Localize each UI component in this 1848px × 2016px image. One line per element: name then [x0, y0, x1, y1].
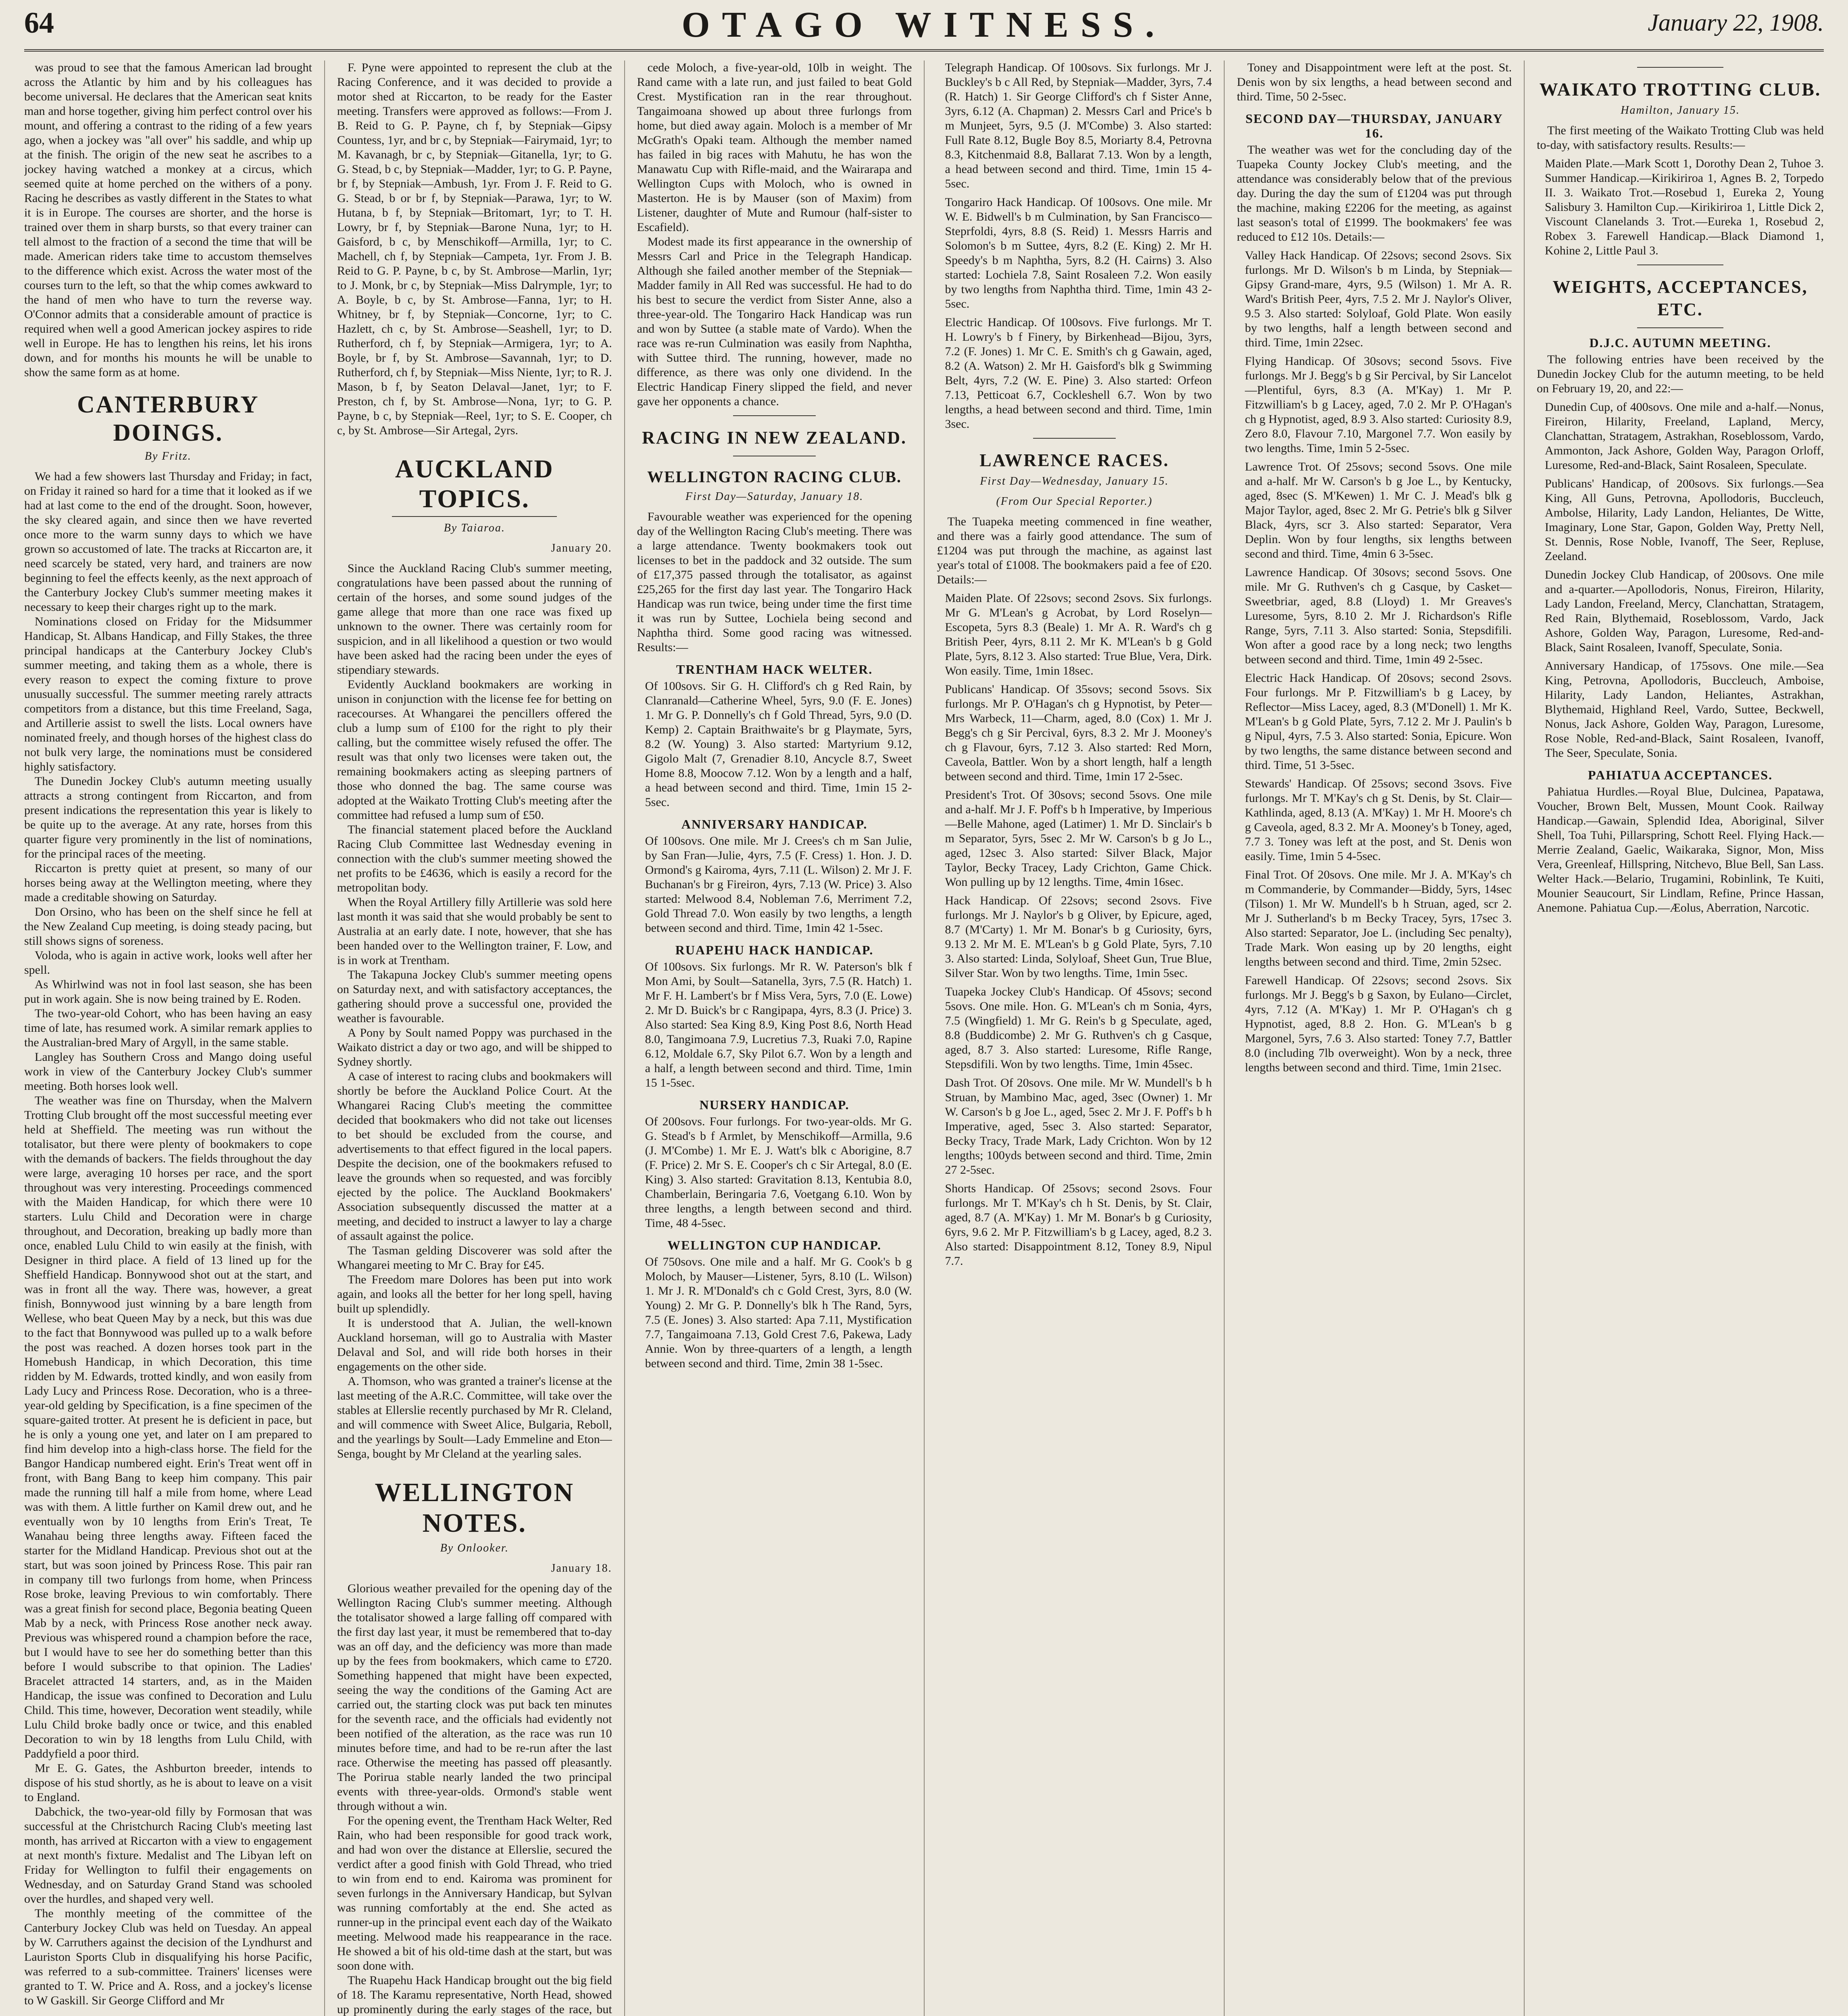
paragraph: As Whirlwind was not in fool last season, she has been put in work again. She is now being trained by E. Roden.: [24, 978, 312, 1006]
race-result: Dunedin Jockey Club Handicap, of 200sovs. One mile and a-quarter.—Apollodoris, Nonus, Fireiron, Hilarity, Lady Landon, Freeland, Mercy, Clanchattan, Stratagem, Red Rain, Blythemaid, Roseblossom, Vardo, Jack Ashore, Golden Way, Paragon, Luresome, Red-and-Black, Saint Rosaleen, Ivanoff, Speculate, Sonia.: [1545, 568, 1824, 654]
column-5: [1224, 60, 1524, 2016]
paragraph: The two-year-old Cohort, who has been having an easy time of late, has resumed work. A similar remark applies to the Australian-bred Mary of Argyll, in the same stable.: [24, 1007, 312, 1049]
issue-date: January 22, 1908.: [1648, 9, 1824, 36]
race-result: President's Trot. Of 30sovs; second 5sovs. One mile and a-half. Mr J. F. Poff's b h Imperative, by Imperious—Belle Mahone, aged (Latimer) 1. Mr D. Sinclair's b m Separator, 5yrs, 5sec 2. Mr W. Carson's b g Jo L., aged, 12sec 3. Also started: Silver Black, Major Taylor, Becky Tracey, Lady Crichton, Game Chick. Won pulling up by 12 lengths. Time, 4min 16sec.: [945, 788, 1212, 889]
auckland-body: [337, 561, 612, 1461]
race-result: Anniversary Handicap, of 175sovs. One mile.—Sea King, Petrovna, Apollodoris, Buccleuch, Amboise, Hilarity, Lady Landon, Heliantes, Astrakhan, Blythemaid, Highland Reel, Vardo, Suttee, Beckwell, Nonus, Jack Ashore, Golden Way, Paragon, Luresome, Rose Noble, Red-and-Black, Saint Rosaleen, Ivanoff, The Seer, Speculate, Sonia.: [1545, 659, 1824, 760]
race-result: Stewards' Handicap. Of 25sovs; second 3sovs. Five furlongs. Mr T. M'Kay's ch g St. Denis, by St. Clair—Kathlinda, aged, 8.13 (A. M'Kay) 1. Mr H. Moore's ch g Caveola, aged, 8.3 2. Mr A. Mooney's b Toney, aged, 7.7 3. Toney was left at the post, and St. Denis won easily. Time, 1min 5 4-5sec.: [1245, 777, 1512, 863]
race-result: Lawrence Trot. Of 25sovs; second 5sovs. One mile and a-half. Mr W. Carson's b g Joe L., by Kentucky, aged, 8sec (S. M'Kewen) 1. Mr C. J. Mead's blk g Major Taylor, aged, 8sec 2. Mr G. Petrie's blk g Silver Black, 4yrs, scr 3. Also started: Separator, Vera Deplin. Won by four lengths, six lengths between second and third. Time, 4min 6 3-5sec.: [1245, 460, 1512, 560]
paragraph: Toney and Disappointment were left at the post. St. Denis won by six lengths, a head between second and third. Time, 50 2-5sec.: [1237, 61, 1512, 103]
paragraph: cede Moloch, a five-year-old, 10lb in weight. The Rand came with a late run, and just failed to beat Gold Crest. Mystification ran in the rear throughout. Tangaimoana showed up about three furlongs from home, but died away again. Moloch is a member of Mr McGrath's Opaki team. Although the member named has failed in big races with Mahutu, he has won the Manawatu Cup with Rifle-maid, and the Wairarapa and Wellington Cups with Moloch, who is owned in Masterton. He is by Mauser (son of Maxim) from Listener, daughter of Mute and Rumour (half-sister to Escafield).: [637, 61, 912, 234]
djc-headline: D.J.C. AUTUMN MEETING.: [1589, 335, 1771, 350]
race-title: NURSERY HANDICAP.: [699, 1098, 850, 1112]
masthead: OTAGO WITNESS.: [681, 5, 1167, 45]
header-rule: [24, 49, 1824, 52]
second-day-results: [1237, 248, 1512, 1075]
djc-entries: [1537, 400, 1824, 760]
wrc-date: First Day—Saturday, January 18.: [685, 490, 864, 503]
race-result: Valley Hack Handicap. Of 22sovs; second 2sovs. Six furlongs. Mr D. Wilson's b m Linda, by Stepniak—Gipsy Grand-mare, 4yrs, 9.5 (Wilson) 1. Mr A. R. Ward's British Peer, 4yrs, 7.5 2. Mr J. Naylor's Oliver, 9.5 3. Also started: Solyloaf, Gold Plate. Won easily by two lengths, half a length between second and third. Time, 1min 22sec.: [1245, 249, 1512, 349]
waikato-headline: WAIKATO TROTTING CLUB.: [1539, 79, 1821, 100]
section-divider: [1637, 327, 1723, 328]
pahiatua-headline: PAHIATUA ACCEPTANCES.: [1588, 768, 1773, 782]
race-result: Lawrence Handicap. Of 30sovs; second 5sovs. One mile. Mr G. Ruthven's ch g Casque, by Casket—Sweetbriar, aged, 8.8 (Lloyd) 1. Mr Greaves's Luresome, 5yrs, 8.10 2. Mr J. Richardson's Rifle Range, 5yrs, 7.11 3. Also started: Sonia, Stepsdifili. Won after a good race by a long neck; two lengths between second and third. Time, 1min 49 2-5sec.: [1245, 566, 1512, 666]
lawrence-continued: [1237, 60, 1512, 104]
paragraph: We had a few showers last Thursday and Friday; in fact, on Friday it rained so hard for a time that it looked as if we had at last come to the end of the drought. Soon, however, the sky cleared again, and since then we have reverted once more to the warm sunny days to which we have grown so accustomed of late. The tracks at Riccarton are, it need scarcely be stated, very hard, and trainers are now beginning to feel the effects keenly, as the next approach of the Canterbury Jockey Club's summer meeting makes it necessary to keep their charges right up to the mark.: [24, 470, 312, 614]
transfers-body: [337, 60, 612, 438]
columns: [24, 60, 1824, 2016]
wellington-body: [337, 1581, 612, 2016]
race-result: Shorts Handicap. Of 25sovs; second 2sovs. Four furlongs. Mr T. M'Kay's ch h St. Denis, by St. Clair, aged, 8.7 (A. M'Kay) 1. Mr M. Bonar's b g Curiosity, 6yrs, 9.6 2. Mr P. Fitzwilliam's b g Lacey, aged, 8.2 3. Also started: Disappointment 8.12, Toney 8.9, Nipul 7.7.: [945, 1182, 1212, 1268]
wrc-race-results: [637, 662, 912, 1371]
lawrence-headline: LAWRENCE RACES.: [979, 450, 1169, 470]
waikato-date: Hamilton, January 15.: [1621, 104, 1740, 117]
paragraph: Modest made its first appearance in the ownership of Messrs Carl and Price in the Telegraph Handicap. Although she failed another member of the Stepniak—Madder family in All Red was successful. He had to do his best to secure the verdict from Sister Anne, also a three-year-old. The Tongariro Hack Handicap was run and won by Suttee (a stable mate of Vardo). When the race was re-run Culmination was easily from Naphtha, with Suttee third. The running, however, made no difference, as there was only one dividend. In the Electric Handicap Finery slipped the field, and never gave her opponents a chance.: [637, 235, 912, 408]
paragraph: It is understood that A. Julian, the well-known Auckland horseman, will go to Australia with Master Delaval and Sol, and will ride both horses in their engagements on the other side.: [337, 1316, 612, 1373]
canterbury-body: [24, 469, 312, 2008]
paragraph: The financial statement placed before the Auckland Racing Club Committee last Wednesday evening in connection with the club's summer meeting showed the net profits to be £4636, which is easily a record for the metropolitan body.: [337, 823, 612, 894]
page-number: 64: [24, 6, 54, 40]
paragraph: Evidently Auckland bookmakers are working in unison in conjunction with the license fee for betting on racecourses. At Whangarei the pencillers offered the club a lump sum of £100 for the right to ply their calling, but the committee wisely refused the offer. The result was that only two licenses were taken out, the remaining bookmakers acting as sleeping partners of those who donned the bag. The same course was adopted at the Waikato Trotting Club's meeting after the committee had refused a lump sum of £50.: [337, 678, 612, 822]
race-result: Dunedin Cup, of 400sovs. One mile and a-half.—Nonus, Fireiron, Hilarity, Freeland, Lapland, Mercy, Clanchattan, Stratagem, Astrakhan, Roseblossom, Vardo, Ammonton, Jack Ashore, Golden Way, Paragon Orloff, Luresome, Red-and-Black, Saint Rosaleen, Speculate.: [1545, 400, 1824, 472]
paragraph: For the opening event, the Trentham Hack Welter, Red Rain, who had been responsible for good track work, and had won over the distance at Ellerslie, secured the verdict after a good finish with Gold Thread, who tried to win from end to end. Kairoma was prominent for seven furlongs in the Anniversary Handicap, but Sylvan was running comfortably at the end. She acted as runner-up in the principal event each day of the Waikato meeting. Melwood made his reappearance in the race. He showed a bit of his old-time dash at the start, but was soon done with.: [337, 1814, 612, 1972]
paragraph: Glorious weather prevailed for the opening day of the Wellington Racing Club's summer meeting. Although the totalisator showed a large falling off compared with the first day last year, it must be remembered that to-day was an off day, and the deficiency was more than made up by the fees from bookmakers, which came to £720. Something happened that might have been expected, seeing the way the conditions of the Gaming Act are carried out, the starting clock was put back ten minutes for the seventh race, and the officials had evidently not been notified of the alteration, as the race was run 10 minutes before time, and had to be re-run after the last race. Otherwise the meeting has passed off pleasantly. The Porirua stable nearly landed the two principal events with three-year-olds. Ormond's stable went through without a win.: [337, 1582, 612, 1813]
race-result: Tuapeka Jockey Club's Handicap. Of 45sovs; second 5sovs. One mile. Hon. G. M'Lean's ch m Sonia, 4yrs, 7.5 (Wingfield) 1. Mr G. Rein's b g Speculate, aged, 8.8 (Buddicombe) 2. Mr G. Ruthven's ch g Casque, aged, 8.7 3. Also started: Luresome, Rifle Range, Stepsdifili. Won by two lengths. Time, 1min 45sec.: [945, 985, 1212, 1071]
race-result: Final Trot. Of 20sovs. One mile. Mr J. A. M'Kay's ch m Commanderie, by Commander—Biddy, 5yrs, 14sec (Tilson) 1. Mr W. Mundell's b h Struan, aged, scr 2. Mr J. Sutherland's b m Becky Tracey, 5yrs, 17sec 3. Also started: Separator, Joe L. (including Sec penalty), Trade Mark. Won easing up by 20 lengths, eight lengths between second and third. Time, 2min 52sec.: [1245, 868, 1512, 968]
paragraph: Mr E. G. Gates, the Ashburton breeder, intends to dispose of his stud shortly, as he is about to leave on a visit to England.: [24, 1762, 312, 1804]
second-day-heading: SECOND DAY—THURSDAY, JANUARY 16.: [1245, 111, 1503, 140]
wrc-body: [637, 510, 912, 655]
auckland-headline: AUCKLAND TOPICS.: [395, 454, 554, 513]
auckland-byline: By Taiaroa.: [444, 522, 505, 534]
pahiatua-acceptances: Pahiatua Hurdles.—Royal Blue, Dulcinea, Papatawa, Voucher, Brown Belt, Mussen, Mount Cook. Railway Handicap.—Gawain, Splendid Idea, Aboriginal, Silver Shell, Toa Tuhi, Pillarspring, Schott Reel. Flying Hack.—Merrie Zealand, Gaelic, Waikaraka, Signor, Mon, Miss Vera, Greenleaf, Hillspring, Nitchevo, Blue Bell, San Lass. Welter Hack.—Belario, Trugamini, Robinlink, Te Kuiti, Mounier Seaucourt, Sir Lindlam, Refine, Prince Hassan, Anemone. Pahiatua Cup.—Æolus, Aberration, Narcotic.: [1537, 785, 1824, 914]
race-title: RUAPEHU HACK HANDICAP.: [675, 943, 874, 957]
electric-result: Electric Handicap. Of 100sovs. Five furlongs. Mr T. H. Lowry's b f Finery, by Birkenhead—Bijou, 3yrs, 7.2 (F. Jones) 1. Mr C. E. Smith's ch g Gawain, aged, 8.2 (A. Watson) 2. Mr H. Gaisford's blk g Swimming Belt, 4yrs, 7.2 (W. E. Pine) 3. Also started: Orfeon 7.13, Petticoat 6.7, Cockleshell 6.7. Won by two lengths, a head between second and third. Time, 1min 3sec.: [945, 316, 1212, 431]
wellington-byline: By Onlooker.: [440, 1542, 509, 1554]
column-1: [24, 60, 324, 2016]
canterbury-headline: CANTERBURY DOINGS.: [77, 391, 259, 446]
race-result: Of 750sovs. One mile and a half. Mr G. Cook's b g Moloch, by Mauser—Listener, 5yrs, 8.10 (L. Wilson) 1. Mr J. R. M'Donald's ch c Gold Crest, 3yrs, 8.0 (W. Young) 2. Mr G. P. Donnelly's blk h The Rand, 5yrs, 7.5 (E. Jones) 3. Also started: Apa 7.11, Mystification 7.7, Tangaimoana 7.13, Gold Crest 7.6, Pakewa, Lady Annie. Won by three-quarters of a length, a length between second and third. Time, 2min 38 1-5sec.: [645, 1255, 912, 1370]
waikato-results: Maiden Plate.—Mark Scott 1, Dorothy Dean 2, Tuhoe 3. Summer Handicap.—Kirikiriroa 1, Agnes B. 2, Torpedo II. 3. Waikato Trot.—Rosebud 1, Eureka 2, Young Salisbury 3. Hamilton Cup.—Kirikiriroa 1, Little Dick 2, Viscount Clanelands 3. Trot.—Eureka 1, Rosebud 2, Robex 3. Farewell Handicap.—Black Diamond 1, Kohine 2, Little Paul 3.: [1545, 157, 1824, 257]
section-divider: [733, 415, 816, 416]
canterbury-byline: By Fritz.: [144, 450, 192, 462]
paragraph: Dabchick, the two-year-old filly by Formosan that was successful at the Christchurch Racing Club's meeting last month, has arrived at Riccarton with a view to engagement at next month's fixture. Medalist and The Libyan left on Friday for Wellington to fulfil their engagements on Wednesday, and on Saturday Grand Stand was schooled over the hurdles, and shaped very well.: [24, 1805, 312, 1906]
lawrence-results: [937, 591, 1212, 1268]
paragraph: Nominations closed on Friday for the Midsummer Handicap, St. Albans Handicap, and Filly Stakes, the three principal handicaps at the Canterbury Jockey Club's summer meeting, and taking them as a whole, there is every reason to expect the coming fixture to prove unusually successful. The summer meeting rarely attracts competitors from a distance, but this time Freeland, Saga, and Artillerie assist to swell the lists. Local owners have nominated freely, and though horses of the highest class do not bulk very large, the nominations must be considered highly satisfactory.: [24, 615, 312, 773]
intro-paragraph: was proud to see that the famous American lad brought across the Atlantic by him and by his colleagues has become universal. He declares that the American seat knits man and horse together, giving him perfect control over his mount, and offering a contrast to the riding of a few years ago, when a jockey was "all over" his saddle, and whip up at the finish. The origin of the new seat he ascribes to a jockey having watched a monkey at a circus, which seemed quite at home perched on the withers of a pony. Racing he describes as vastly different in the States to what it is in Europe. The courses are shorter, and the horse is trained over them in sharp bursts, so that every trainer can tell almost to the fraction of a second the time that will be made. American riders take time to accustom themselves to the difference which exist. Across the water most of the courses turn to the left, so that the whip comes awkward to the hand of men who have to turn the reverse way. O'Connor admits that a considerable amount of practice is required when well a good American jockey aspires to ride well in Europe. He has to lengthen his reins, let his irons down, and for months his mounts he will be unable to show the same form as at home.: [24, 61, 312, 379]
race-result: Of 200sovs. Four furlongs. For two-year-olds. Mr G. G. Stead's b f Armlet, by Menschikoff—Armilla, 9.6 (J. M'Combe) 1. Mr E. J. Watt's blk c Aborigine, 8.7 (F. Price) 2. Mr S. E. Cooper's ch c Sir Artegal, 8.0 (E. King) 3. Also started: Gravitation 8.13, Kentubia 8.0, Chamberlain, Beringaria 7.6, Voetgang 6.10. Won by three lengths, a length between second and third. Time, 48 4-5sec.: [645, 1115, 912, 1230]
paragraph: The Dunedin Jockey Club's autumn meeting usually attracts a strong contingent from Riccarton, and from present indications the representation this year is likely to be quite up to the average. At any rate, horses from this quarter figure very prominently in the list of nominations, for the principal races of the meeting.: [24, 775, 312, 860]
paragraph: Don Orsino, who has been on the shelf since he fell at the New Zealand Cup meeting, is doing steady pacing, but still shows signs of soreness.: [24, 905, 312, 948]
race-result: Electric Hack Handicap. Of 20sovs; second 2sovs. Four furlongs. Mr P. Fitzwilliam's b g Lacey, by Reflector—Miss Lacey, aged, 8.3 (M'Donell) 1. Mr K. M'Lean's b g Gold Plate, 5yrs, 7.12 2. Mr J. Paulin's b g Nipul, 4yrs, 7.5 3. Also started: Sonia, Epicure. Won by two lengths, the same distance between second and third. Time, 51 3-5sec.: [1245, 671, 1512, 772]
cup-report-body: [637, 60, 912, 409]
column-2: [324, 60, 624, 2016]
race-title: ANNIVERSARY HANDICAP.: [681, 817, 868, 831]
paragraph: The weather was fine on Thursday, when the Malvern Trotting Club brought off the most successful meeting ever held at Sheffield. The meeting was run without the totalisator, but there were plenty of bookmakers to cope with the demands of backers. The fields throughout the day were large, averaging 10 horses per race, and the sport throughout was very interesting. Proceedings commenced with the Maiden Handicap, for which there were 10 starters. Lulu Child and Decoration were in charge throughout, and Decoration, breaking up badly more than once, enabled Lulu Child to win easily at the finish, with Designer in third place. A field of 13 lined up for the Sheffield Handicap. Bonnywood shot out at the start, and was in front all the way. There was, however, a great finish, Bonnywood just winning by a bare length from Wellese, who beat Queen May by a neck, but this was due to the fact that Bonnywood was pulled up to a walk before the post was reached. A dozen horses took part in the Homebush Handicap, in which Decoration, this time ridden by M. Edwards, trotted kindly, and won easily from Lady Lucy and Princess Rose. Decoration, who is a three-year-old gelding by Specification, is a fine specimen of the square-gaited trotter. At present he is deficient in pace, but he is only a young one yet, and later on I am prepared to find him develop into a high-class horse. The field for the Bangor Handicap numbered eight. Erin's Treat went off in front, with Bang Bang to keep him company. This pair made the running till half a mile from home, where Lead was with them. A little further on Kamil drew out, and he eventually won by 10 lengths from Erin's Treat, Te Wanahau being three lengths away. Fifteen faced the starter for the Midland Handicap. Previous shot out at the start, but was soon joined by Princess Rose. This pair ran in company till two furlongs from home, when Princess Rose broke, leaving Previous to win comfortably. There was a great finish for second place, Begonia beating Queen Mab by a neck, with Princess Rose another neck away. Previous was whispered round a champion before the race, but I would have to see her do something better than this before I would subscribe to that opinion. The Ladies' Bracelet attracted 14 starters, and, as in the Maiden Handicap, the issue was confined to Decoration and Lulu Child. This time, however, Decoration went steadily, while Lulu Child broke badly once or twice, and this enabled Decoration to win by 18 lengths from Lulu Child, with Paddyfield a poor third.: [24, 1094, 312, 1760]
auckland-rule: [392, 516, 557, 517]
djc-intro: The following entries have been received by the Dunedin Jockey Club for the autumn meeting, to be held on February 19, 20, and 22:—: [1537, 353, 1824, 395]
paragraph: F. Pyne were appointed to represent the club at the Racing Conference, and it was decided to provide a motor shed at Riccarton, to be ready for the Easter meeting. Transfers were approved as follows:—From J. B. Reid to G. P. Payne, ch f, by Stepniak—Gipsy Countess, 1yr, and br c, by Stepniak—Fairymaid, 1yr; to M. Kavanagh, br c, by Stepniak—Gitanella, 1yr; to G. G. Stead, b c, by Stepniak—Madder, 1yr; to G. P. Payne, br f, by Stepniak—Ambush, 1yr. From J. F. Reid to G. G. Stead, b or br f, by Stepniak—Parawa, 1yr; to W. Hutana, b f, by Stepniak—Britomart, 1yr; to T. H. Lowry, br f, by Stepniak—Barone Nuna, 1yr; to H. Gaisford, b c, by Menschikoff—Armilla, 1yr; to C. Machell, ch f, by Stepniak—Campeta, 1yr. From J. B. Reid to G. P. Payne, b c, by St. Ambrose—Marlin, 1yr; to J. Monk, br c, by Stepniak—Miss Dalrymple, 1yr; to A. Boyle, b c, by St. Ambrose—Fanna, 1yr; to H. Whitney, br f, by Stepniak—Concorne, 1yr; to C. Hazlett, ch c, by St. Ambrose—Seashell, 1yr; to D. Rutherford, ch f, by Stepniak—Armigera, 1yr; to A. Boyle, br f, by St. Ambrose—Savannah, 1yr; to D. Rutherford, ch f, by Stepniak—Miss Niente, 1yr; to R. J. Mason, b f, by Seaton Delaval—Janet, 1yr; to F. Preston, ch f, by St. Ambrose—Nona, 1yr; to G. P. Payne, b c, by Stepniak—Reel, 1yr; to S. E. Cooper, ch c, by St. Ambrose—Sir Artegal, 2yrs.: [337, 61, 612, 437]
second-day-intro: The weather was wet for the concluding day of the Tuapeka County Jockey Club's meeting, and the attendance was considerably below that of the previous day. During the day the sum of £1204 was put through the machine, making £2206 for the meeting, as against last season's total of £1999. The bookmakers' fee was reduced to £12 10s. Details:—: [1237, 143, 1512, 244]
paragraph: Langley has Southern Cross and Mango doing useful work in view of the Canterbury Jockey Club's summer meeting. Both horses look well.: [24, 1050, 312, 1093]
race-result: Maiden Plate. Of 22sovs; second 2sovs. Six furlongs. Mr G. M'Lean's g Acrobat, by Lord Roselyn—Escopeta, 5yrs 8.3 (Beale) 1. Mr A. R. Ward's ch g British Peer, 4yrs, 8.11 2. Mr K. M'Lean's b g Gold Plate, 5yrs, 8.12 3. Also started: True Blue, Vera, Dirk. Won easily. Time, 1min 18sec.: [945, 591, 1212, 677]
paragraph: A Pony by Soult named Poppy was purchased in the Waikato district a day or two ago, and will be shipped to Sydney shortly.: [337, 1026, 612, 1068]
column-6: [1524, 60, 1824, 2016]
race-result: Flying Handicap. Of 30sovs; second 5sovs. Five furlongs. Mr J. Begg's b g Sir Percival, by Sir Lancelot—Plentiful, 6yrs, 8.3 (A. M'Kay) 1. Mr P. Fitzwilliam's b g Lacey, aged, 7.0 2. Mr P. O'Hagan's ch g Hypnotist, aged, 8.9 3. Also started: Curiosity 8.9, Zero 8.0, Flavour 7.10, Margonel 7.7. Won easily by two lengths. Time, 1min 5 2-5sec.: [1245, 354, 1512, 455]
page-header: [24, 4, 1824, 48]
race-result: Publicans' Handicap. Of 35sovs; second 5sovs. Six furlongs. Mr P. O'Hagan's ch g Hypnotist, by Peter—Mrs Warbeck, 11—Charm, aged, 8.0 (Cox) 1. Mr J. Begg's ch g Sir Percival, 6yrs, 8.3 2. Mr J. Mooney's ch g Flavour, 6yrs, 7.12 3. Also started: Red Morn, Caveola, Battler. Won by a short length, half a length between second and third. Time, 1min 17 2-5sec.: [945, 683, 1212, 783]
paragraph: The Ruapehu Hack Handicap brought out the big field of 18. The Karamu representative, North Head, showed up prominently during the early stages of the race, but: [337, 1974, 612, 2016]
lawrence-intro: The Tuapeka meeting commenced in fine weather, and there was a fairly good attendance. The sum of £1204 was put through the machine, as against last year's total of £1008. The bookmakers paid a fee of £20. Details:—: [937, 515, 1212, 586]
paragraph: A case of interest to racing clubs and bookmakers will shortly be before the Auckland Police Court. At the Whangarei Racing Club's meeting the committee decided that bookmakers who did not take out licenses to bet should be excluded from the course, and advertisements to that effect figured in the local papers. Despite the decision, one of the bookmakers refused to leave the grounds when so requested, and was forcibly ejected by the police. The Auckland Bookmakers' Association subsequently discussed the matter at a meeting, and decided to instruct a lawyer to lay a charge of assault against the police.: [337, 1070, 612, 1243]
race-result: Publicans' Handicap, of 200sovs. Six furlongs.—Sea King, All Guns, Petrovna, Apollodoris, Buccleuch, Ambolse, Hilarity, Lady Landon, Heliantes, De Witte, Imaginary, Lone Star, Gapon, Golden Way, Pretty Nell, St. Dennis, Rose Noble, Ivanoff, The Seer, Repluse, Zeeland.: [1545, 477, 1824, 563]
paragraph: The monthly meeting of the committee of the Canterbury Jockey Club was held on Tuesday. An appeal by W. Carruthers against the decision of the Lyndhurst and Lauriston Sports Club in disqualifying his horse Pacific, was referred to a sub-committee. Trainers' licenses were granted to T. W. Price and A. Ross, and a jockey's license to W Gaskill. Sir George Clifford and Mr: [24, 1907, 312, 2007]
paragraph: The Takapuna Jockey Club's summer meeting opens on Saturday next, and with satisfactory acceptances, the gathering should prove a successful one, provided the weather is favourable.: [337, 968, 612, 1025]
race-title: TRENTHAM HACK WELTER.: [676, 662, 873, 677]
race-result: Farewell Handicap. Of 22sovs; second 2sovs. Six furlongs. Mr J. Begg's b g Saxon, by Eulano—Circlet, 4yrs, 7.12 (A. M'Kay) 1. Mr P. O'Hagan's ch g Hypnotist, aged, 8.8 2. Hon. G. M'Lean's b g Margonel, 5yrs, 7.6 3. Also started: Toney 7.7, Battler 8.0 (including 7lb overweight). Won by a neck, three lengths between second and third. Time, 1min 21sec.: [1245, 974, 1512, 1074]
section-divider: [1637, 264, 1723, 265]
race-result: Of 100sovs. One mile. Mr J. Crees's ch m San Julie, by San Fran—Julie, 4yrs, 7.5 (F. Cress) 1. Hon. J. D. Ormond's g Kairoma, 4yrs, 7.11 (L. Wilson) 2. Mr J. F. Buchanan's br g Fireiron, 4yrs, 7.13 (W. Price) 3. Also started: Melwood 8.4, Nobleman 7.6, Merriment 7.2, Gold Thread 7.0. Won easily by two lengths, a length between second and third. Time, 1min 42 1-5sec.: [645, 834, 912, 935]
auckland-date: January 20.: [551, 542, 612, 554]
paragraph: Favourable weather was experienced for the opening day of the Wellington Racing Club's meeting. There was a large attendance. Twenty bookmakers took out licenses to bet in the paddock and 32 outside. The sum of £17,375 passed through the totalisator, as against £25,265 for the first day last year. The Tongariro Hack Handicap was run twice, being under time the first time it was run by Suttee, Lochiela being second and Naphtha third. Some good racing was witnessed. Results:—: [637, 510, 912, 654]
race-title: WELLINGTON CUP HANDICAP.: [667, 1238, 881, 1252]
paragraph: The Freedom mare Dolores has been put into work again, and looks all the better for her long spell, having built up splendidly.: [337, 1273, 612, 1315]
paragraph: When the Royal Artillery filly Artillerie was sold here last month it was said that she would probably be sent to Australia at an early date. I note, however, that she has been handed over to the Wellington trainer, F. Low, and is in work at Trentham.: [337, 896, 612, 967]
section-divider: [1637, 67, 1723, 68]
column-3: [624, 60, 924, 2016]
lawrence-date: First Day—Wednesday, January 15.: [980, 475, 1169, 487]
section-divider: [1033, 438, 1116, 439]
column-4: [924, 60, 1224, 2016]
tongariro-result: Tongariro Hack Handicap. Of 100sovs. One mile. Mr W. E. Bidwell's b m Culmination, by San Francisco—Steprfoldi, 4yrs, 8.8 (S. Reid) 1. Messrs Harris and Solomon's b m Suttee, 4yrs, 8.2 (E. King) 2. Mr H. Speedy's b m Naphtha, 5yrs, 8.2 (H. Cairns) 3. Also started: Lochiela 7.8, Saint Rosaleen 7.2. Won easily by two lengths from Naphtha third. Time, 1min 43 2-5sec.: [945, 196, 1212, 310]
waikato-intro: The first meeting of the Waikato Trotting Club was held to-day, with satisfactory results. Results:—: [1537, 124, 1824, 152]
paragraph: Since the Auckland Racing Club's summer meeting, congratulations have been passed about the running of certain of the horses, and some sound judges of the game allege that more than one race was fixed up unknown to the owner. There was certainly room for suspicion, and in all likelihood a question or two would have been asked had the racing been under the eyes of stipendiary stewards.: [337, 562, 612, 677]
race-result: Hack Handicap. Of 22sovs; second 2sovs. Five furlongs. Mr J. Naylor's b g Oliver, by Epicure, aged, 8.7 (M'Carty) 1. Mr M. Bonar's b g Curiosity, 6yrs, 9.13 2. Mr M. E. M'Lean's b g Gold Plate, 5yrs, 7.10 3. Also started: Linda, Solyloaf, Sheet Gun, True Blue, Silver Star. Won by two lengths. Time, 1min 5sec.: [945, 894, 1212, 980]
wellington-date: January 18.: [551, 1562, 612, 1574]
wrc-headline: WELLINGTON RACING CLUB.: [647, 468, 902, 486]
race-result: Of 100sovs. Sir G. H. Clifford's ch g Red Rain, by Clanranald—Catherine Wheel, 5yrs, 9.0 (F. E. Jones) 1. Mr G. P. Donnelly's ch f Gold Thread, 5yrs, 9.0 (D. Kemp) 2. Captain Braithwaite's br g Playmate, 5yrs, 8.2 (W. Young) 3. Also started: Martyrium 9.12, Gigolo Malt (7, Grenadier 8.10, Ancycle 8.7, Sweet Home 8.8, Moocow 7.12. Won by a length and a half, a head between second and third. Time, 1min 15 2-5sec.: [645, 679, 912, 809]
lawrence-source: (From Our Special Reporter.): [996, 495, 1153, 508]
weights-headline: WEIGHTS, ACCEPTANCES, ETC.: [1552, 277, 1808, 319]
paragraph: Riccarton is pretty quiet at present, so many of our horses being away at the Wellington meeting, where they made a creditable showing on Saturday.: [24, 862, 312, 904]
paragraph: Voloda, who is again in active work, looks well after her spell.: [24, 949, 312, 977]
racing-headline: RACING IN NEW ZEALAND.: [642, 428, 907, 448]
telegraph-result: Telegraph Handicap. Of 100sovs. Six furlongs. Mr J. Buckley's b c All Red, by Stepniak—Madder, 3yrs, 7.4 (R. Hatch) 1. Sir George Clifford's ch f Sister Anne, 3yrs, 6.12 (A. Chapman) 2. Messrs Carl and Price's b m Munjeet, 5yrs, 9.5 (J. M'Combe) 3. Also started: Full Rate 8.12, Bugle Boy 8.5, Moriarty 8.4, Petrovna 8.3, Kitchenmaid 8.8, Ballarat 7.13. Won by a length, a head between second and third. Time, 1min 15 4-5sec.: [945, 61, 1212, 190]
paragraph: A. Thomson, who was granted a trainer's license at the last meeting of the A.R.C. Committee, will take over the stables at Ellerslie recently purchased by Mr R. Cleland, and will commence with Sweet Alice, Bulgaria, Reboll, and the yearlings by Soult—Lady Emmeline and Eton—Senga, bought by Mr Cleland at the yearling sales.: [337, 1375, 612, 1460]
wellington-headline: WELLINGTON NOTES.: [375, 1478, 575, 1538]
paragraph: The Tasman gelding Discoverer was sold after the Whangarei meeting to Mr C. Bray for £45.: [337, 1244, 612, 1272]
race-result: Dash Trot. Of 20sovs. One mile. Mr W. Mundell's b h Struan, by Mambino Mac, aged, 3sec (Owner) 1. Mr W. Carson's b g Joe L., aged, 5sec 2. Mr J. F. Poff's b h Imperative, aged, 5sec 3. Also started: Separator, Becky Tracy, Trade Mark, Lady Crichton. Won by 12 lengths; 100yds between second and third. Time, 2min 27 2-5sec.: [945, 1076, 1212, 1177]
race-result: Of 100sovs. Six furlongs. Mr R. W. Paterson's blk f Mon Ami, by Soult—Satanella, 3yrs, 7.5 (R. Hatch) 1. Mr F. H. Lambert's br f Miss Vera, 5yrs, 7.0 (E. Lowe) 2. Mr D. Buick's br c Rangipapa, 4yrs, 8.3 (J. Price) 3. Also started: Sea King 8.9, King Post 8.6, North Head 8.0, Tangimoana 7.9, Lucretius 7.3, Ruaki 7.0, Rapine 6.12, Moldale 6.7, Sky Pilot 6.7. Won by a length and a half, a length between second and third. Time, 1min 15 1-5sec.: [645, 960, 912, 1089]
